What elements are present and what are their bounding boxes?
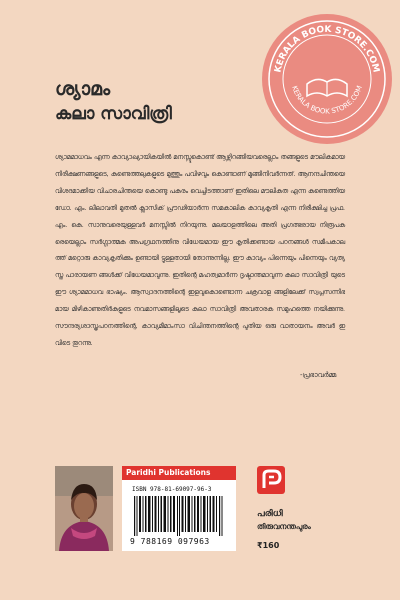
isbn-label: ISBN 978-81-69097-96-3 [132, 486, 212, 493]
barcode-number: 9 788169 097963 [130, 537, 210, 546]
barcode-panel [122, 466, 236, 551]
paridhi-logo-icon [257, 466, 285, 494]
publisher-banner: Paridhi Publications [122, 466, 236, 480]
barcode-icon [132, 496, 226, 536]
book-author: കലാ സാവിത്രി [55, 104, 172, 124]
svg-text:KERALA BOOK STORE.COM [273, 25, 380, 74]
blurb-signature: -പ്രഭാവർമ്മ [300, 371, 337, 379]
publisher-logo [257, 466, 285, 494]
publisher-name: പരിധി [257, 509, 283, 519]
stamp-ring-icon [262, 14, 392, 144]
blurb-paragraph: ശ്യാമമാധവം എന്ന കാവ്യാഖ്യായികയിൽ മനസ്സുകൊണ്ട് ആഴ്ന്നിറങ്ങിയവരെല്ലാം തങ്ങളുടെ മൗലികമായ നിരീക്ഷണങ്ങളുടെ, കണ്ടെത്തലുകളുടെ മുത്തും പവിഴവും കൊണ്ടാണ് മുങ്ങിനിവർന്നത്. ആനന്ദചിന്തയെ വിശദമാക്കിയ വിചാരചിന്തയെ കൊണ്ടു പകരം വെച്ചിടത്താണ് ഇതിലെ മൗലികത എന്ന കണ്ടെത്തിയ ഡോ. എം. ലീലാവതി മുതൽ ക്ലാസിക് പ്രൗഢിയാർന്ന സമകാലിക കാവ്യകൃതി എന്ന നിരീക്ഷിച്ച പ്രഫ. എം. കെ. സാനുവരെയുള്ളവർ മനസ്സിൽ നിറയുന്നു. മലയാളത്തിലെ അതി പ്രഗത്ഭരായ നിരൂപകരെയെല്ലാം സർഗ്ഗാത്മക അപഗ്രഥനത്തിനു വിധേയമായ ഈ കൃതിക്കണ്ടായ പഠനങ്ങൾ സമീപകാലത്ത് മറ്റൊരു കാവ്യകൃതിക്കും ഉണ്ടായി ട്ടുള്ളതായി തോന്നുന്നില്ല. ഈ കാവ്യം പിന്നെയും പിന്നെയും വ്യത്യസ്ത പാരായണ ങ്ങൾക്ക് വിധേയമാവുന്നു. ഇതിന്റെ മഹത്വമാർന്ന ദൃഷ്ടാന്തമാവുന്ന കലാ സാവിത്രി യുടെ ഈ ശ്യാമമാധവ ഭാഷ്യം. ആസ്വാദനത്തിന്റെ ഇളവുകൊണ്ടൊന്ന ചക്രവാള ങ്ങളിലേക്ക് സ്വപ്നസന്നിഭമായ മിഴികാണുതിർകളുടെ നവമാസങ്ങളിലൂടെ കലാ സാവിത്രി അവതാരക സമുഹത്തെ നയിക്കുന്നു. സൗന്ദര്യശാസ്ത്രപഠനത്തിന്റെ, കാവ്യമീമാംസാ വിചിന്തനത്തിന്റെ പുതിയ ഒരു വാതായനം അവർ ഇവിടെ തുറന്നു. [55, 154, 345, 347]
author-portrait-icon [55, 466, 113, 551]
book-price: ₹160 [257, 541, 280, 550]
author-photo [55, 466, 113, 551]
stamp-inner-text: KERALA BOOK STORE.COM [290, 84, 364, 116]
store-watermark-stamp [262, 14, 392, 144]
back-cover-blurb [55, 150, 345, 353]
stamp-outer-text: KERALA BOOK STORE.COM [273, 24, 381, 74]
publisher-city: തിരുവനന്തപുരം [257, 522, 311, 531]
book-title: ശ്യാമം [55, 78, 111, 100]
